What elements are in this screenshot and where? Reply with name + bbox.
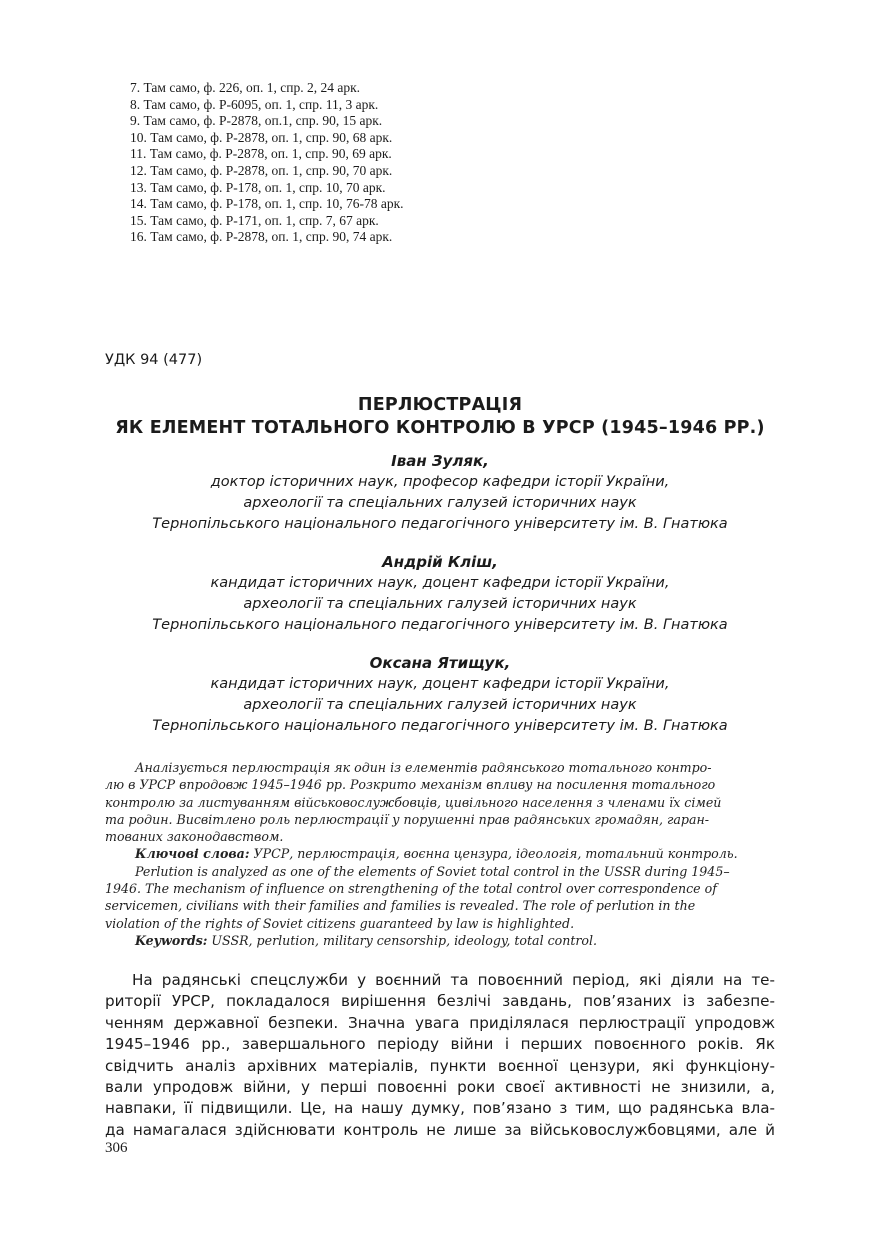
abstract bbox=[105, 759, 775, 949]
body-line: 1945–1946 рр., завершального періоду війни і перших повоєнного років. Як bbox=[105, 1035, 775, 1054]
article-title-line-2: ЯК ЕЛЕМЕНТ ТОТАЛЬНОГО КОНТРОЛЮ В УРСР (1945–1946 РР.) bbox=[115, 418, 765, 438]
abstract-en-line: violation of the rights of Soviet citizens guaranteed by law is highlighted. bbox=[105, 915, 575, 931]
keywords-en-text: USSR, perlution, military censorship, ideology, total control. bbox=[207, 932, 598, 948]
author-affiliation: кандидат історичних наук, доцент кафедри історії України, bbox=[210, 575, 670, 591]
author-name: Оксана Ятищук, bbox=[369, 654, 511, 672]
author-affiliation: доктор історичних наук, професор кафедри історії України, bbox=[210, 474, 670, 490]
abstract-en-line: 1946. The mechanism of influence on strengthening of the total control over correspondence of bbox=[105, 881, 717, 897]
body-line: вали упродовж війни, у перші повоєнні роки своєї активності не знизили, а, bbox=[105, 1078, 775, 1097]
reference-item: 13. Там само, ф. Р-178, оп. 1, спр. 10, 70 арк. bbox=[130, 179, 386, 195]
abstract-uk-line: та родин. Висвітлено роль перлюстрації у порушенні прав радянських громадян, гаран- bbox=[105, 811, 710, 827]
reference-item: 16. Там само, ф. Р-2878, оп. 1, спр. 90, 74 арк. bbox=[130, 229, 393, 245]
article-body bbox=[105, 970, 775, 1141]
author-block bbox=[60, 552, 820, 636]
body-line: На радянські спецслужби у воєнний та повоєнний період, які діяли на те- bbox=[132, 971, 775, 989]
article-title-line-1: ПЕРЛЮСТРАЦІЯ bbox=[357, 395, 523, 415]
keywords-en bbox=[105, 932, 775, 949]
reference-item: 10. Там само, ф. Р-2878, оп. 1, спр. 90, 68 арк. bbox=[130, 129, 393, 145]
udk-code: УДК 94 (477) bbox=[105, 352, 203, 368]
abstract-uk-line: Аналізується перлюстрація як один із елементів радянського тотального контро- bbox=[135, 760, 712, 775]
body-line: да намагалася здійснювати контроль не лише за військовослужбовцями, але й bbox=[105, 1120, 775, 1139]
author-affiliation: Тернопільського національного педагогічного університету ім. В. Гнатюка bbox=[152, 516, 728, 532]
reference-list bbox=[130, 80, 690, 246]
reference-item: 9. Там само, ф. Р-2878, оп.1, спр. 90, 15 арк. bbox=[130, 113, 383, 129]
author-block bbox=[60, 653, 820, 737]
reference-item: 14. Там само, ф. Р-178, оп. 1, спр. 10, 76-78 арк. bbox=[130, 196, 404, 212]
author-block bbox=[60, 451, 820, 535]
keywords-en-label: Keywords: bbox=[135, 932, 208, 948]
abstract-uk-line: лю в УРСР впродовж 1945–1946 рр. Розкрито механізм впливу на посилення тотального bbox=[105, 777, 716, 793]
author-name: Андрій Кліш, bbox=[382, 553, 498, 571]
reference-item: 7. Там само, ф. 226, оп. 1, спр. 2, 24 арк. bbox=[130, 80, 361, 95]
reference-item: 11. Там само, ф. Р-2878, оп. 1, спр. 90, 69 арк. bbox=[130, 146, 392, 162]
author-affiliation: археології та спеціальних галузей історичних наук bbox=[243, 495, 637, 511]
reference-item: 8. Там само, ф. Р-6095, оп. 1, спр. 11, 3 арк. bbox=[130, 96, 379, 112]
abstract-uk-line: контролю за листуванням військовослужбовців, цивільного населення з членами їх сімей bbox=[105, 794, 722, 810]
author-name: Іван Зуляк, bbox=[391, 452, 489, 470]
body-line: навпаки, її підвищили. Це, на нашу думку, пов’язано з тим, що радянська вла- bbox=[105, 1099, 775, 1118]
body-line: ченням державної безпеки. Значна увага приділялася перлюстрації упродовж bbox=[105, 1013, 775, 1032]
body-line: риторії УРСР, покладалося вирішення безлічі завдань, пов’язаних із забезпе- bbox=[105, 992, 775, 1011]
keywords-uk-label: Ключові слова: bbox=[135, 846, 250, 862]
abstract-en-line: Perlution is analyzed as one of the elements of Soviet total control in the USSR during 1945– bbox=[135, 863, 730, 879]
body-line: свідчить аналіз архівних матеріалів, пункти воєнної цензури, які функціону- bbox=[105, 1056, 775, 1075]
author-affiliation: Тернопільського національного педагогічного університету ім. В. Гнатюка bbox=[152, 718, 728, 734]
abstract-uk-line: тованих законодавством. bbox=[105, 829, 284, 845]
reference-item: 15. Там само, ф. Р-171, оп. 1, спр. 7, 67 арк. bbox=[130, 212, 379, 228]
reference-item: 12. Там само, ф. Р-2878, оп. 1, спр. 90, 70 арк. bbox=[130, 162, 393, 178]
author-affiliation: археології та спеціальних галузей історичних наук bbox=[243, 697, 637, 713]
keywords-uk bbox=[105, 845, 775, 862]
author-affiliation: кандидат історичних наук, доцент кафедри історії України, bbox=[210, 676, 670, 692]
abstract-en-line: servicemen, civilians with their families and families is revealed. The role of perlution in the bbox=[105, 898, 696, 914]
page-number: 306 bbox=[105, 1140, 128, 1156]
keywords-uk-text: УРСР, перлюстрація, воєнна цензура, ідеологія, тотальний контроль. bbox=[249, 846, 738, 862]
author-affiliation: Тернопільського національного педагогічного університету ім. В. Гнатюка bbox=[152, 617, 728, 633]
author-affiliation: археології та спеціальних галузей історичних наук bbox=[243, 596, 637, 612]
